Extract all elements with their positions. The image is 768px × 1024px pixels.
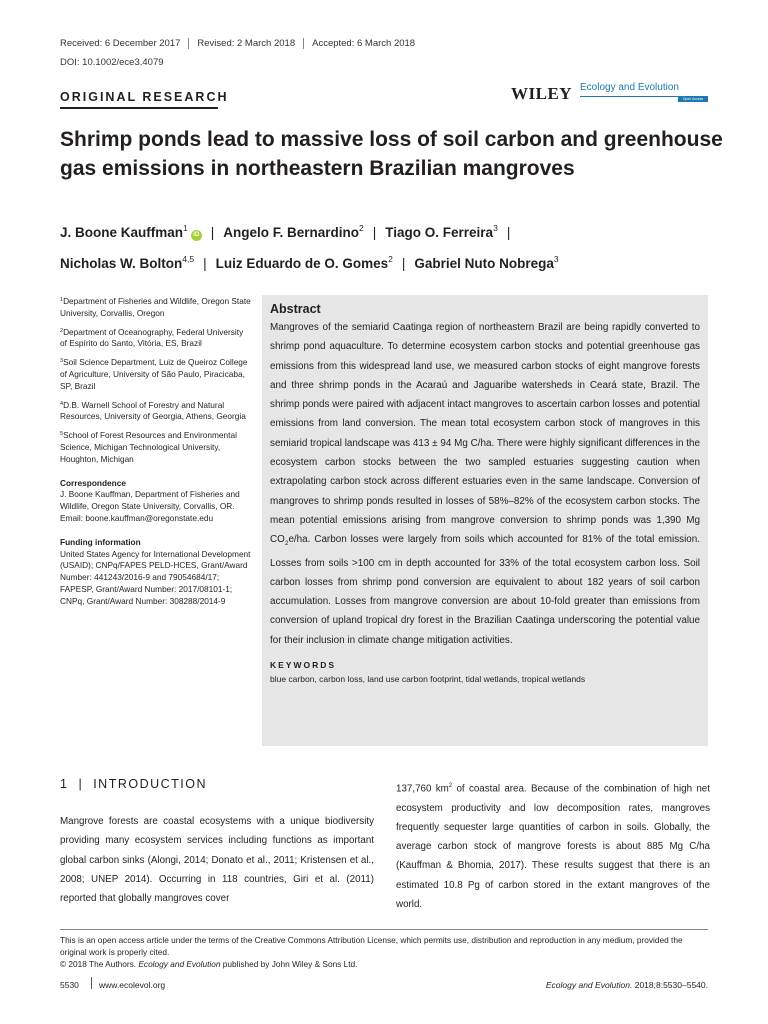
- funding-heading: Funding information: [60, 536, 141, 547]
- footer-separator: [91, 977, 92, 989]
- abstract-heading: Abstract: [270, 302, 321, 316]
- author-name[interactable]: J. Boone Kauffman$^1$: [60, 223, 188, 240]
- correspondence-email[interactable]: Email: boone.kauffman@oregonstate.edu: [60, 512, 214, 523]
- orcid-icon[interactable]: iD: [191, 230, 202, 241]
- article-dates: [60, 38, 415, 49]
- section-label: ORIGINAL RESEARCH: [60, 90, 229, 104]
- affiliation: $^4$D.B. Warnell School of Forestry and Natural Resources, University of Georgia, Athens, Georgia: [60, 399, 246, 422]
- abstract-text: Mangroves of the semiarid Caatinga region of northeastern Brazil are being rapidly converted to shrimp pond aquaculture. To determine ecosystem carbon stocks and potential greenhouse gas emissions from this widespread land use, we measured carbon stocks of eight mangrove forests and three shrimp ponds in the Acaraú and Jaguaribe watersheds in Ceará state, Brazil. The shrimp ponds were paired with adjacent intact mangroves to ascertain carbon losses and potential emissions from land conversion. The mean total ecosystem carbon stock of mangroves in this semiarid tropical landscape was 413 ± 94 Mg C/ha. There were highly significant differences in the ecosystem carbon stocks between the two sampled estuaries suggesting caution when extrapolating carbon stock across different estuaries even in the same landscape. Conversion of mangroves to shrimp ponds resulted in losses of 58%–82% of the ecosystem carbon stocks. The mean potential emissions arising from mangrove conversion to shrimp ponds was 1,390 Mg $CO_2e/ha$. Carbon losses were largely from soils which accounted for 81% of the total emission. Losses from soils >100 cm in depth accounted for 33% of the total ecosystem carbon loss. Soil carbon losses from shrimp pond conversion are equivalent to about 182 years of soil carbon accumulation. Losses from mangrove conversion are about 10-fold greater than emissions from conversion of upland tropical dry forest in the Brazilian Caatinga underscoring the potential value for their inclusion in climate change mitigation activities.: [270, 322, 700, 646]
- revised-date: Revised: 2 March 2018: [197, 38, 296, 50]
- abstract-box: [262, 295, 708, 746]
- author-name[interactable]: Gabriel Nuto Nobrega$^3$: [414, 254, 559, 271]
- author-name[interactable]: Luiz Eduardo de O. Gomes$^2$: [215, 254, 393, 271]
- doi-link[interactable]: DOI: 10.1002/ece3.4079: [60, 57, 164, 68]
- affiliation: $^1$Department of Fisheries and Wildlife, Oregon State University, Corvallis, Oregon: [60, 296, 251, 318]
- author-name[interactable]: Angelo F. Bernardino$^2$: [223, 223, 364, 240]
- license-note: This is an open access article under the terms of the Creative Commons Attribution License, which permits use, distribution and reproduction in any medium, provided the original work is properly cited. © 2018 The Authors. Ecology and Evolution published by John Wiley & Sons Ltd.: [60, 935, 683, 970]
- intro-text-left: Mangrove forests are coastal ecosystems with a unique biodiversity providing many ecosystem services including functions as important global carbon sinks (Alongi, 2014; Donato et al., 2011; Kristensen et al., 2008; UNEP 2014). Occurring in 118 countries, Giri et al. (2011) reported that globally mangroves cover: [60, 816, 374, 905]
- separator: [188, 38, 189, 49]
- received-date: Received: 6 December 2017: [60, 38, 181, 50]
- keywords-text: blue carbon, carbon loss, land use carbon footprint, tidal wetlands, tropical wetlands: [270, 674, 586, 685]
- article-title: Shrimp ponds lead to massive loss of soil carbon and greenhouse gas emissions in northeastern Brazilian mangroves: [60, 128, 723, 180]
- funding-text: United States Agency for International Development (USAID); CNPq/FAPES PELD-HCES, Grant/Award Number: 441243/2016-9 and 79054684/17; FAPESP, Grant/Award Number: 2017/08101-1; CNPq, Grant/Award Number: 308288/2014-9: [60, 548, 251, 606]
- author-list: J. Boone Kauffman$^1$iD | Angelo F. Bernardino$^2$ | Tiago O. Ferreira$^3$ | Nicholas W. Bolton$^{4,5}$ | Luiz Eduardo de O. Gomes$^2$ | Gabriel Nuto Nobrega$^3$: [60, 223, 559, 271]
- author-name[interactable]: Tiago O. Ferreira$^3$: [385, 223, 498, 240]
- publisher-logo: WILEY: [511, 84, 573, 103]
- accepted-date: Accepted: 6 March 2018: [312, 38, 416, 50]
- affiliations-column: [60, 295, 252, 608]
- journal-logo: Ecology and Evolution: [580, 82, 679, 93]
- correspondence-heading: Correspondence: [60, 477, 126, 488]
- author-name[interactable]: Nicholas W. Bolton$^{4,5}$: [60, 254, 195, 271]
- section-label-underline: [60, 107, 218, 109]
- open-access-badge: Open Access: [678, 97, 708, 102]
- affiliation: $^5$School of Forest Resources and Environmental Science, Michigan Technological University, Houghton, Michigan: [60, 430, 237, 464]
- journal-url[interactable]: www.ecolevol.org: [99, 980, 166, 990]
- intro-text-right: 137,760 $km^2$ of coastal area. Because of the combination of high net ecosystem productivity and low decomposition rates, mangroves frequently sequester large quantities of carbon in soils. Globally, the average carbon stock of mangrove forests is about 885 Mg C/ha (Kauffman & Bhomia, 2017). These results suggest that there is an estimated 10.8 Pg of carbon stored in the extant mangroves of the world.: [396, 783, 710, 911]
- footer-rule: [60, 929, 708, 930]
- affiliation: $^3$Soil Science Department, Luiz de Queiroz College of Agriculture, University of São Paulo, Piracicaba, SP, Brazil: [60, 357, 248, 391]
- keywords-heading: KEYWORDS: [270, 660, 337, 671]
- page-number: 5530: [60, 980, 79, 990]
- correspondence-text: J. Boone Kauffman, Department of Fisheries and Wildlife, Oregon State University, Corvallis, OR.: [60, 489, 240, 512]
- affiliation: $^2$Department of Oceanography, Federal University of Espírito do Santo, Vitória, ES, Brazil: [60, 326, 244, 349]
- separator: [303, 38, 304, 49]
- citation: Ecology and Evolution. 2018;8:5530–5540.: [545, 980, 708, 990]
- intro-heading: 1 | INTRODUCTION: [60, 777, 208, 791]
